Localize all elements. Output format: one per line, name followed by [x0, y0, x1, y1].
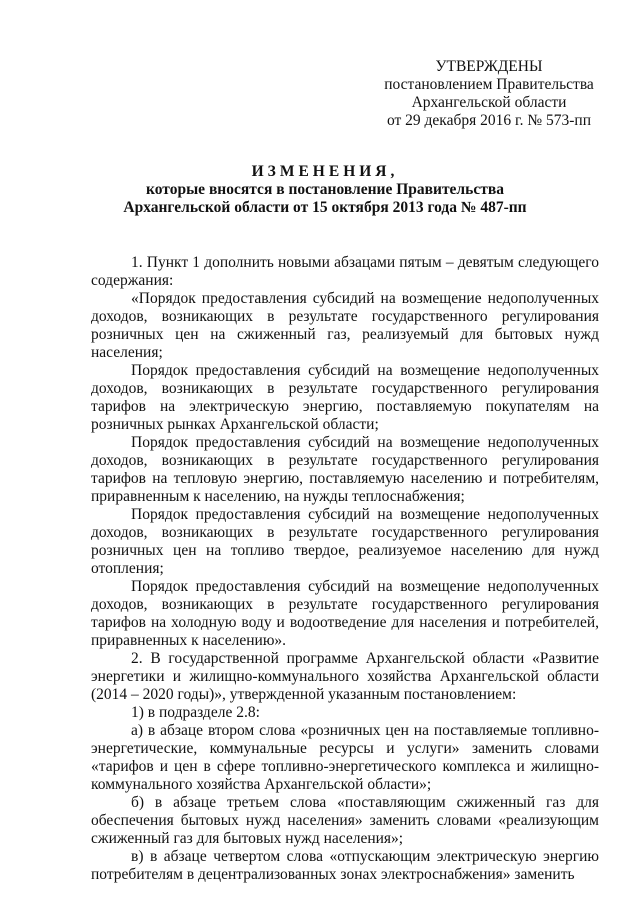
document-title — [60, 163, 590, 217]
title-main: ИЗМЕНЕНИЯ, — [251, 163, 399, 180]
paragraph-7: 2. В государственной программе Архангельской области «Развитие энергетики и жилищно-коммунального хозяйства Архангельской области (2014 – 2020 годы)», утвержденной указанным постановлением: — [91, 650, 599, 703]
paragraph-6: Порядок предоставления субсидий на возмещение недополученных доходов, возникающих в результате государственного регулирования тарифов на холодную воду и водоотведение для населения и потребителей, приравненных к населению». — [91, 578, 599, 649]
paragraph-3: Порядок предоставления субсидий на возмещение недополученных доходов, возникающих в результате государственного регулирования тарифов на электрическую энергию, поставляемую покупателям на розничных рынках Архангельской области; — [91, 362, 599, 433]
document-body — [91, 254, 599, 884]
title-line-3: Архангельской области от 15 октября 2013 года № 487-пп — [123, 199, 527, 216]
paragraph-10: б) в абзаце третьем слова «поставляющим сжиженный газ для обеспечения бытовых нужд населения» заменить словами «реализующим сжиженный газ для бытовых нужд населения»; — [91, 794, 599, 847]
paragraph-8: 1) в подразделе 2.8: — [131, 704, 260, 721]
paragraph-11: в) в абзаце четвертом слова «отпускающим электрическую энергию потребителям в децентрализованных зонах электроснабжения» заменить — [91, 848, 599, 883]
approval-line-decree: постановлением Правительства — [384, 76, 594, 93]
approval-stamp-block — [380, 58, 598, 130]
paragraph-4: Порядок предоставления субсидий на возмещение недополученных доходов, возникающих в результате государственного регулирования тарифов на тепловую энергию, поставляемую населению и потребителям, приравненным к населению, на нужды теплоснабжения; — [91, 434, 599, 505]
approval-line-date: от 29 декабря 2016 г. № 573-пп — [386, 112, 592, 129]
paragraph-9: а) в абзаце втором слова «розничных цен на поставляемые топливно-энергетические, коммунальные ресурсы и услуги» заменить словами «тарифов и цен в сфере топливно-энергетического комплекса и жилищно-коммунального хозяйства Архангельской области»; — [91, 722, 599, 793]
title-line-2: которые вносятся в постановление Правительства — [146, 181, 504, 198]
paragraph-1: 1. Пункт 1 дополнить новыми абзацами пятым – девятым следующего содержания: — [91, 254, 599, 289]
paragraph-5: Порядок предоставления субсидий на возмещение недополученных доходов, возникающих в результате государственного регулирования розничных цен на топливо твердое, реализуемое населению для нужд отопления; — [91, 506, 599, 577]
approval-line-region: Архангельской области — [411, 94, 567, 111]
approval-heading: УТВЕРЖДЕНЫ — [435, 58, 543, 75]
paragraph-2: «Порядок предоставления субсидий на возмещение недополученных доходов, возникающих в результате государственного регулирования розничных цен на сжиженный газ, реализуемый для бытовых нужд населения; — [91, 290, 599, 361]
